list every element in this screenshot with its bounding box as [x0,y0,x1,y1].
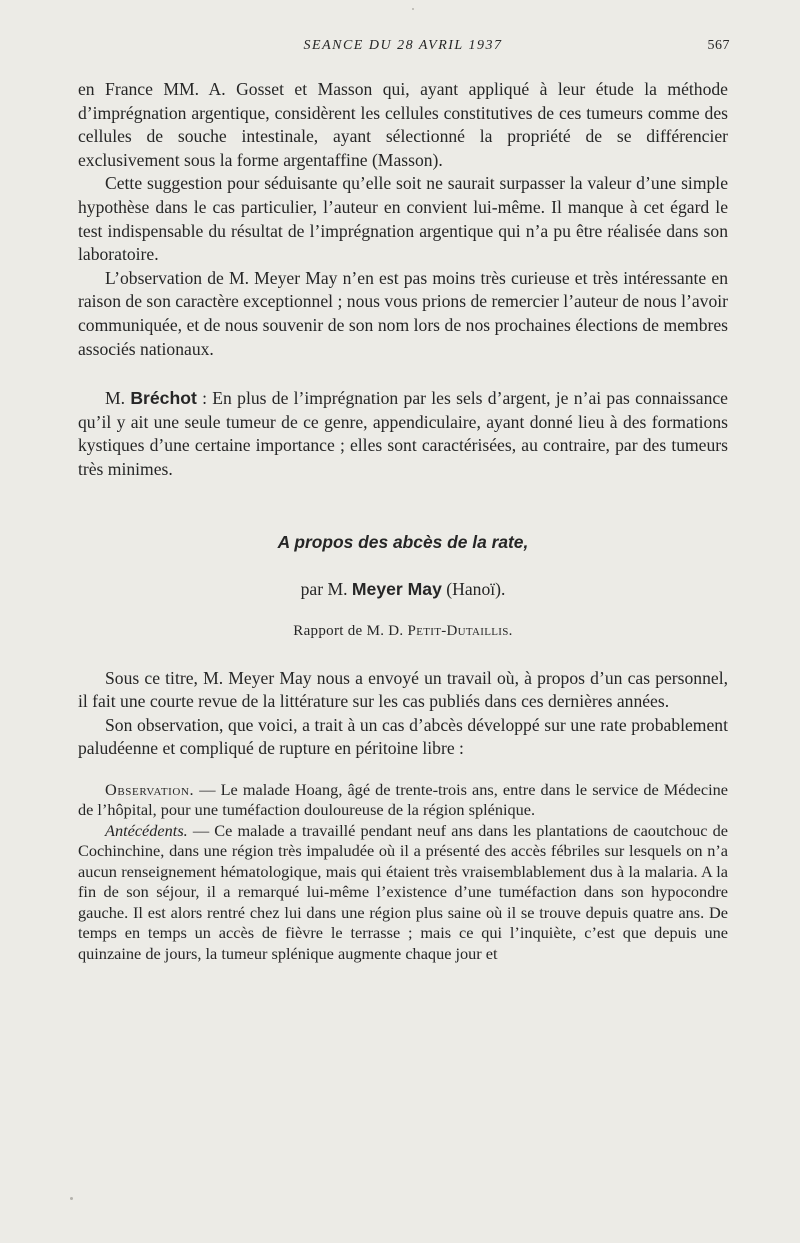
intro-paragraph-3: L’observation de M. Meyer May n’en est pas moins très curieuse et très intéressante en raison de son caractère exceptionnel ; nous vous prions de remercier l’auteur de nous l’avoir communiquée, et de nous souvenir de son nom lors de nos prochaines élections de membres associés nationaux. [78,267,728,359]
body-text [78,78,728,964]
remark-prefix: M. [105,388,131,409]
report-author: Petit-Dutaillis [407,622,509,639]
paper-speck [70,1197,73,1200]
report-suffix: . [508,622,513,639]
report-paragraph-1: Sous ce titre, M. Meyer May nous a envoyé un travail où, à propos d’un cas personnel, il fait une courte revue de la littérature sur les cas publiés dans ces dernières années. [78,667,728,712]
article-title: A propos des abcès de la rate, [277,531,529,552]
observation-section [78,780,728,965]
observation-label: Observation. [105,779,195,799]
antecedents-text: — Ce malade a travaillé pendant neuf ans dans les plantations de caoutchouc de Cochinchine, dans une région très impaludée où il a présenté des accès fébriles sur lesquels on n’a aucun renseignement hématologique, mais qui étaient très vraisemblablement dus à la malaria. A la fin de son séjour, il a remarqué lui-même l’existence d’une tuméfaction dans son hypocondre gauche. Il est alors rentré chez lui dans une région plus saine où il se trouve depuis quatre ans. De temps en temps un accès de fièvre le terrasse ; mais ce qui l’inquiète, c’est que depuis une quinzaine de jours, la tumeur splénique augmente chaque jour et [78,820,728,963]
intro-paragraph-2: Cette suggestion pour séduisante qu’elle soit ne saurait surpasser la valeur d’une simple hypothèse dans le cas particulier, l’auteur en convient lui-même. Il manque à cet égard le test indispensable du résultat de l’imprégnation argentique qui n’a pu être réalisée dans son laboratoire. [78,173,728,265]
antecedents-label: Antécédents. [105,820,188,840]
intro-paragraph-1: en France MM. A. Gosset et Masson qui, ayant appliqué à leur étude la méthode d’imprégnation argentique, considèrent les cellules constitutives de ces tumeurs comme des cellules de souche intestinale, ayant sélectionné la propriété de se différencier exclusivement sous la forme argentaffine (Masson). [78,79,728,170]
observation-paragraph [78,780,728,821]
byline-prefix: par M. [300,578,352,599]
remark-speaker: Bréchot [130,388,197,409]
observation-text: — Le malade Hoang, âgé de trente-trois ans, entre dans le service de Médecine de l’hôpital, pour une tuméfaction douloureuse de la région splénique. [78,779,728,820]
running-title: SEANCE DU 28 AVRIL 1937 [303,38,503,53]
brechot-remark [78,387,728,481]
article-byline [78,579,728,600]
remark-text: : En plus de l’imprégnation par les sels d’argent, je n’ai pas connaissance qu’il y ait une seule tumeur de ce genre, appendiculaire, ayant donné lieu à des formations kystiques d’une certaine importance ; elles sont caractérisées, au contraire, par des tumeurs très minimes. [78,388,728,479]
report-paragraph-2: Son observation, que voici, a trait à un cas d’abcès développé sur une rate probablement paludéenne et compliqué de rupture en péritoine libre : [78,714,728,759]
running-header [78,30,728,54]
byline-suffix: (Hanoï). [441,578,506,599]
paper-speck [412,8,414,10]
report-prefix: Rapport de M. D. [293,622,408,639]
antecedents-paragraph [78,821,728,965]
byline-author: Meyer May [351,578,442,599]
report-body [78,667,728,761]
report-line [78,623,728,640]
page-number: 567 [707,38,730,53]
